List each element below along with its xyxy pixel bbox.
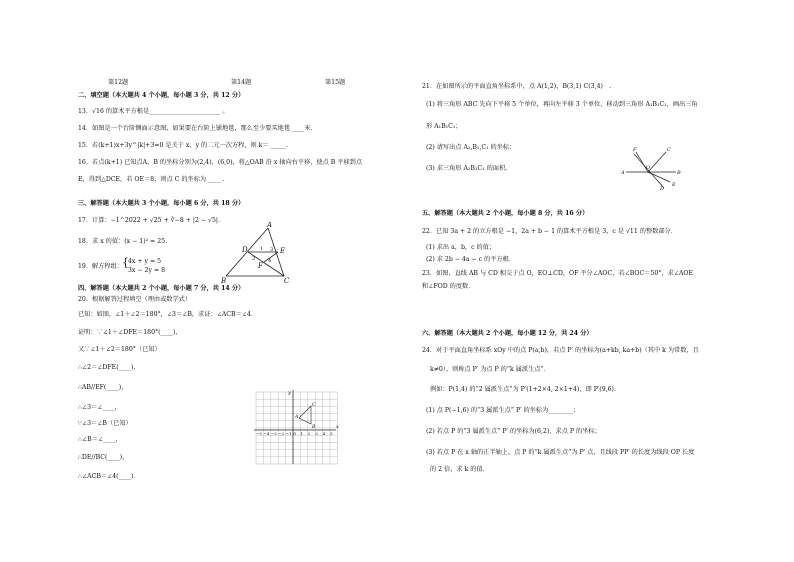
question-20: 20．根据解答过程填空（理由或数学式） [78,296,192,303]
section3-title: 三、解答题（本大题共 3 个小题，每小题 6 分，共 18 分） [78,200,245,207]
coordinate-grid-figure [252,388,340,468]
label-4: 4 [268,258,272,264]
y-axis-label: y [288,390,291,396]
question-21-part3: (3) 求三角形 A₁B₁C₁ 的面积。 [426,165,512,172]
grid-label-B: B [312,425,316,430]
question-24-part2: (2) 若点 P 的“3 属派生点” P′ 的坐标为(6,2)，求点 P 的坐标； [426,428,601,435]
section6-title: 六、解答题（本大题共 2 个小题，每小题 12 分，共 24 分） [422,330,593,337]
question-24-line2: k≠0），则称点 P′ 为点 P 的“k 属派生点”． [430,366,550,373]
question-17: 17．计算：−1^2022 + √25 + ∛−8 + |2 − √5|． [78,217,225,224]
label-1: 1 [260,246,264,252]
x-tick-label: −3 [270,431,277,436]
line-oe [648,172,670,182]
label-D: D [660,186,665,190]
question-19-label: 19．解方程组： [78,263,123,270]
grid-label-C: C [312,403,316,408]
x-tick-label: 2 [307,431,311,436]
triangle-figure [218,222,298,284]
question-18: 18．求 x 的值：(x − 1)² = 25． [78,238,172,245]
line-oc [648,152,666,172]
intersecting-lines-figure [620,144,682,190]
label-O: O [646,165,651,171]
proof-line: ∴∠2＝∠DFE(____)， [78,364,140,371]
question-24-line1: 24．对于平面直角坐标系 xOy 中的点 P(a,b)，若点 P′ 的坐标为(a+kb, ka+b)（其中 k 为常数，且 [422,347,699,354]
proof-line: ∴DE//BC(____)， [78,454,129,461]
label-B: B [677,170,681,176]
question-22-part1: (1) 求出 a，b，c 的值； [426,244,496,251]
question-16-line1: 16．若点(k+1) 已知点A，B 的坐标分别为(2,4)，(6,0)，将△OAB 沿 x 轴向右平移，使点 B 平移到点 [78,159,363,166]
proof-line: 又∵∠1＋∠2＝180°（已知） [78,346,161,353]
label-D: D [242,246,248,254]
grid-label-A: A [295,415,299,420]
question-22-part2: (2) 求 2b − 4a − c 的平方根． [426,256,516,263]
triangle-abc [299,406,311,424]
question-14: 14．如图是一个台阶侧面示意图，如果要在台阶上铺地毯，那么至少要买地毯 ____米. [78,125,313,132]
brace-glyph: { [122,256,129,269]
proof-line: 证明：∵∠1＋∠DFE＝180°(____)， [78,329,182,336]
label-A: A [621,170,625,176]
question-21: 21．在如图所示的平面直角坐标系中，点 A(1,2)，B(3,1) C(3,4) . [422,83,612,90]
proof-line: ∴∠3＝∠____， [78,404,121,411]
question-23-line2: 和∠FOD 的度数． [422,283,475,290]
question-19-eq2: 3x − 2y = 8 [128,267,166,274]
question-19-eq1: 4x + y = 5 [128,258,162,265]
question-24-part1: (1) 点 P(−1,6) 的“3 属派生点” P′ 的坐标为________； [426,407,580,414]
question-24-example: 例如：P(1,4) 的“2 属派生点”为 P′(1+2×4, 2×1+4)，即 P′(9,6)． [430,386,621,393]
label-E: E [672,182,676,188]
question-21-part2: (2) 请写出点 A₁,B₁,C₁ 的坐标； [426,144,516,151]
x-tick-label: −5 [256,431,262,436]
x-tick-label: −4 [263,431,270,436]
label-C: C [284,277,290,284]
section5-title: 五、解答题（本大题共 2 个小题，每小题 8 分，共 16 分） [422,210,589,217]
question-20-known: 已知：如图，∠1＋∠2＝180°，∠3＝∠B，求证：∠ACB＝∠4． [78,311,258,318]
proof-line: ∵∠3＝∠B（已知） [78,420,132,427]
x-tick-label: 4 [322,431,326,436]
x-axis-label: x [336,424,339,430]
question-23-line1: 23．如图，直线 AB 与 CD 相交于点 O，EO⊥CD，OF 平分∠AOC，若∠BOC＝50°，求∠AOE [422,270,693,277]
question-13: 13．√16 的算术平方根是_______________________ 。 [78,108,229,115]
label-C: C [667,147,671,153]
x-tick-label: O [293,431,297,436]
label-3: 3 [270,247,274,253]
section2-title: 二、填空题（本大题共 4 个小题，每小题 3 分，共 12 分） [78,92,245,99]
x-tick-label: 3 [315,431,318,436]
label-2: 2 [252,256,256,262]
x-tick-label: 5 [330,431,333,436]
label-A: A [267,222,273,229]
question-24-part3-line2: 的 2 倍，求 k 的值． [430,466,489,473]
question-21-part1b: 形 A₁B₁C₁； [426,123,462,130]
x-tick-label: 1 [300,431,303,436]
label-E: E [280,247,286,255]
proof-line: ∴AB//EF(____)， [78,384,128,391]
label-B: B [221,277,227,284]
proof-line: ∴∠ACB＝∠4(____)． [78,473,140,480]
question-22: 22．已知 3a + 2 的立方根是 −1，2a + b − 1 的算术平方根是 3，c 是 √11 的整数部分． [422,228,677,235]
label-F: F [633,147,637,153]
label-F: F [258,262,263,270]
x-tick-label: −1 [285,431,292,436]
fig12-label: 第12题 [108,79,129,86]
question-15: 15．若(k+1)x+3y^|k|+3=0 是关于 x、y 的二元一次方程，则 k＝ _____. [78,142,289,149]
question-24-part3-line1: (3) 若点 P 在 x 轴的正半轴上，点 P 的“k 属派生点”为 P′ 点，且线段 PP′ 的长度为线段 OP 长度 [426,449,695,456]
section4-title: 四、解答题（本大题共 2 个小题，每小题 7 分，共 14 分） [78,285,245,292]
fig15-label: 第15题 [325,79,346,86]
x-tick-label: −2 [278,431,285,436]
question-21-part1: (1) 将三角形 ABC 先向下平移 5 个单位，再向左平移 3 个单位，移动到三角形 A₁B₁C₁，画出三角 [426,101,698,108]
fig14-label: 第14题 [231,79,252,86]
proof-line: ∴∠B＝∠____， [78,436,122,443]
question-16-line2: E，得到△DCE，若 OE＝8，则点 C 的坐标为 ____ . [78,176,225,183]
